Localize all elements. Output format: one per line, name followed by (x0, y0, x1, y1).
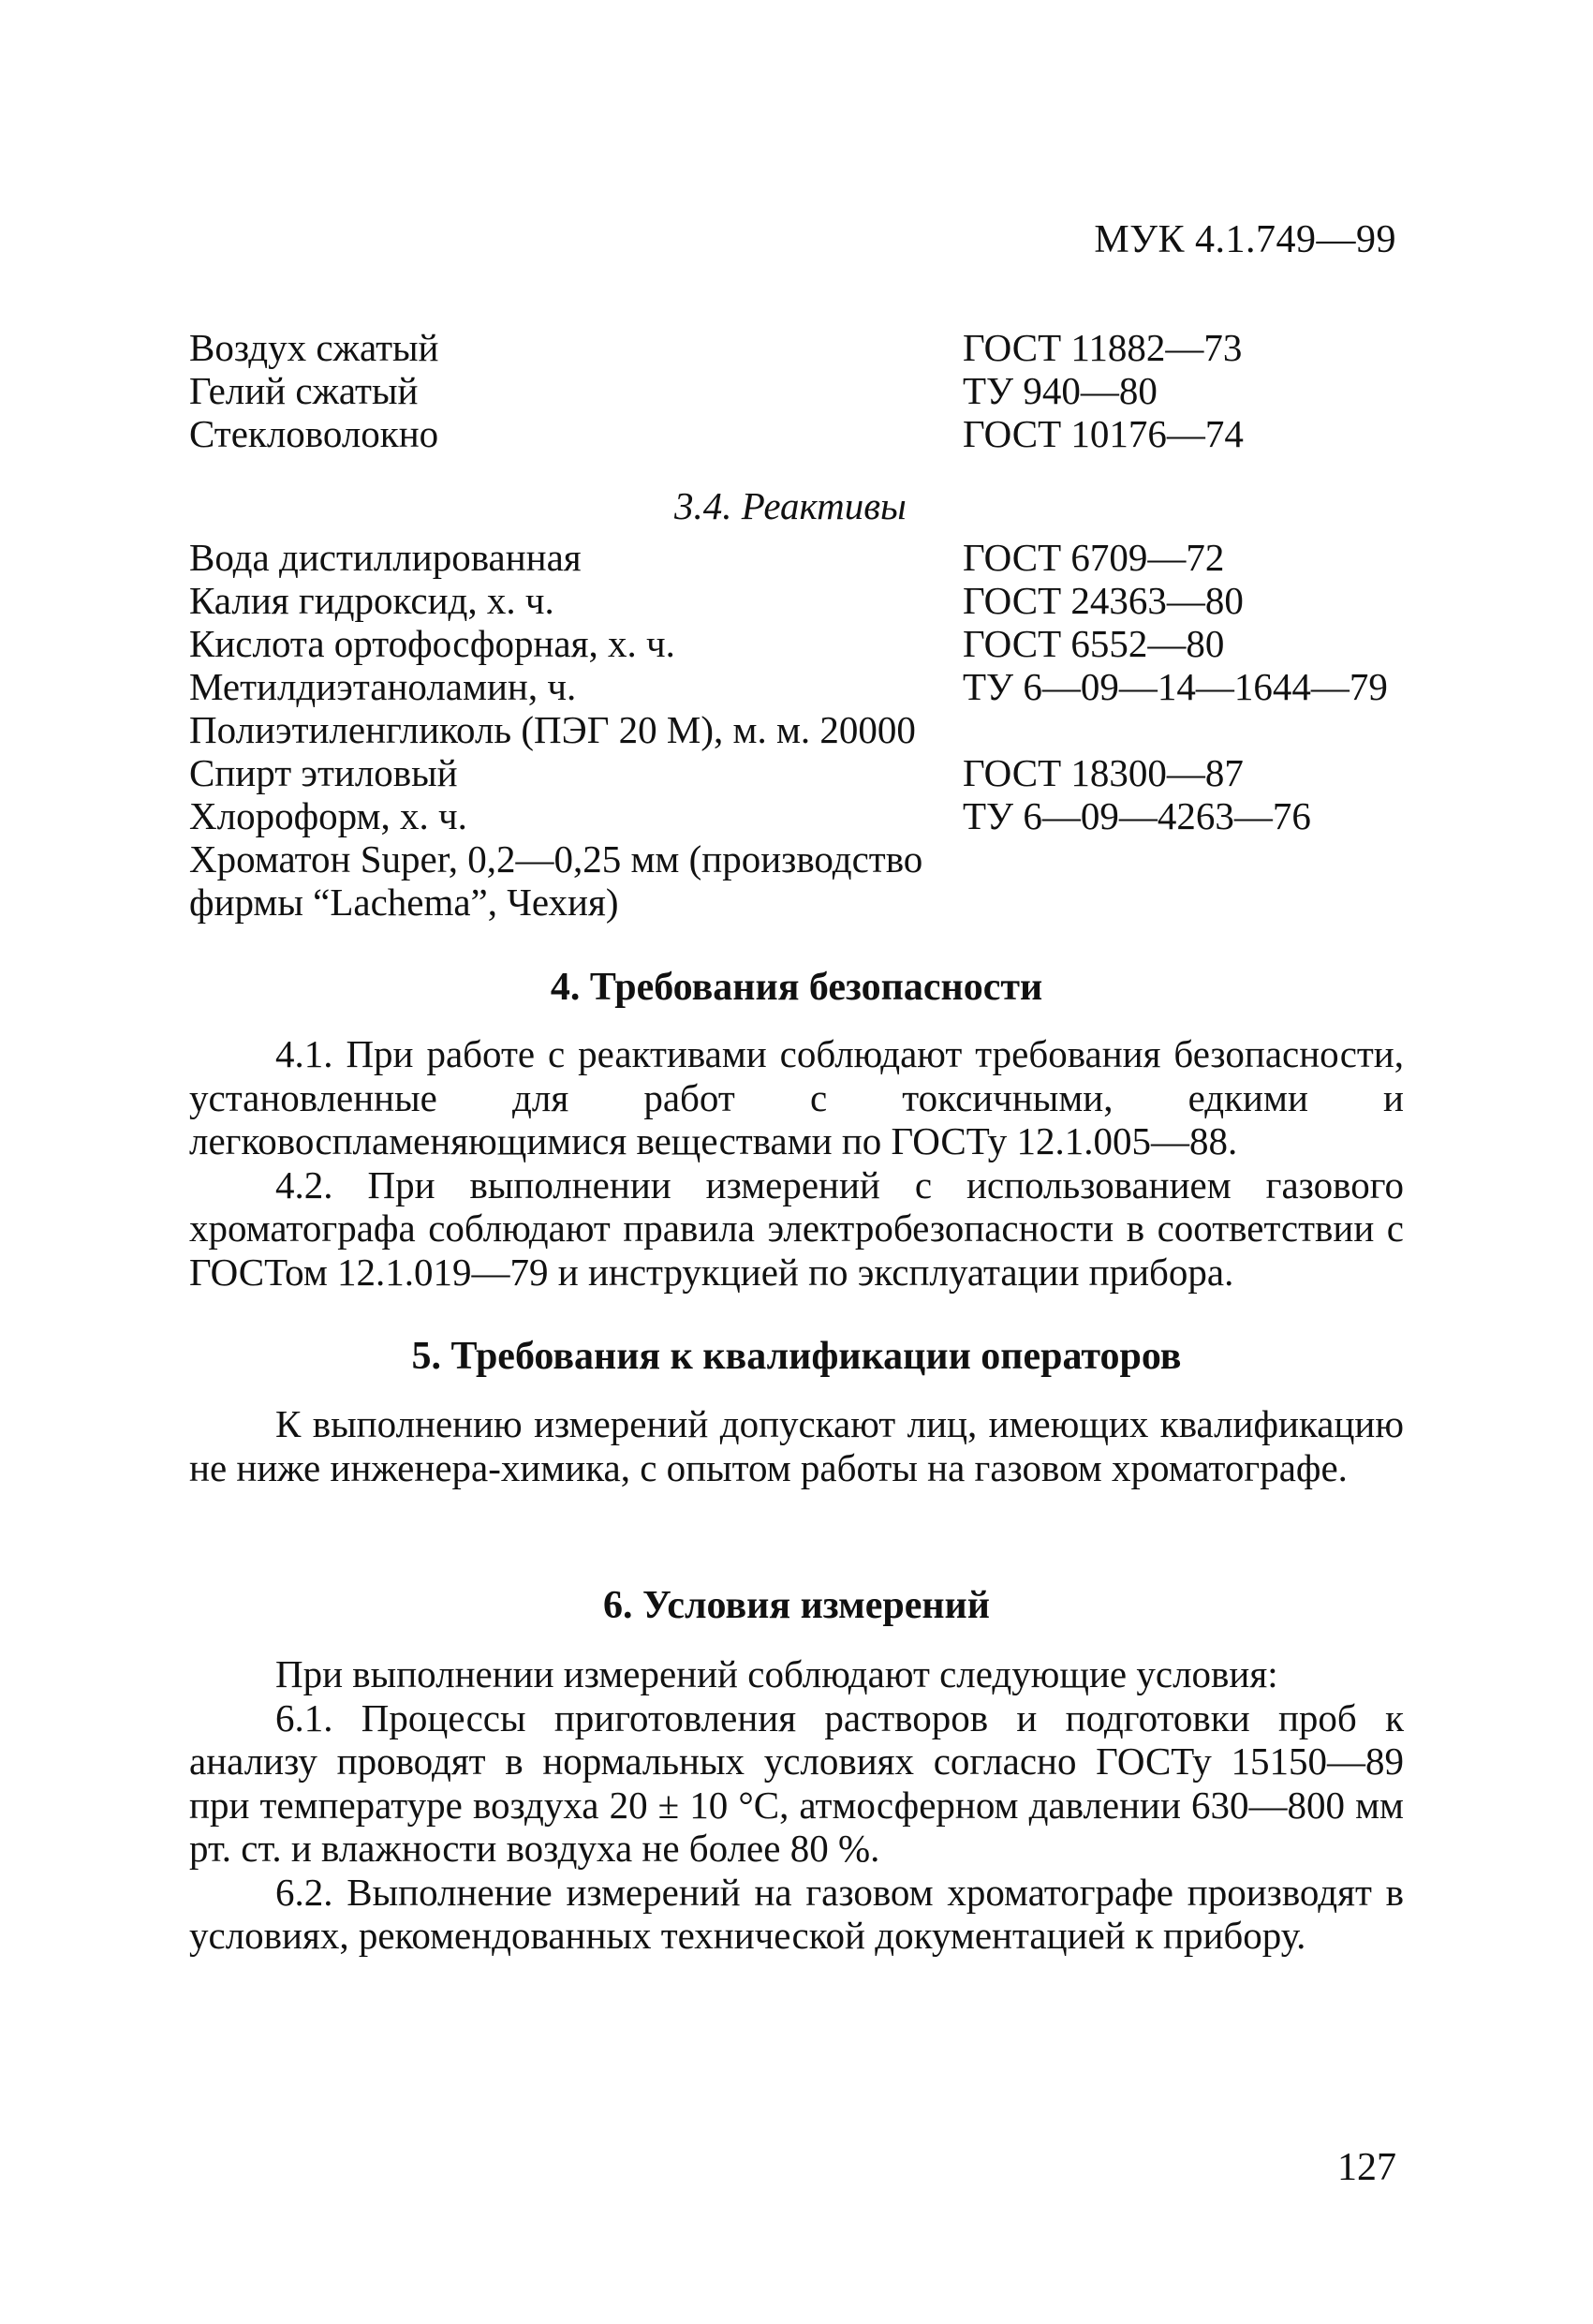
list-item (189, 536, 1407, 579)
reagent-name: Хроматон Super, 0,2—0,25 мм (производство (189, 837, 923, 881)
list-item (189, 881, 1407, 924)
reagent-standard: ТУ 6—09—4263—76 (963, 794, 1311, 837)
paragraph: При выполнении измерений соблюдают следующие условия: (275, 1652, 1278, 1695)
section-body-safety (189, 1032, 1404, 1294)
list-item (189, 708, 1407, 751)
material-name: Гелий сжатый (189, 369, 419, 412)
reagent-name: Калия гидроксид, х. ч. (189, 579, 554, 622)
list-item (189, 794, 1407, 837)
page-number: 127 (1337, 2146, 1396, 2189)
reagent-name: Кислота ортофосфорная, х. ч. (189, 622, 675, 665)
list-item (189, 369, 1407, 412)
material-standard: ГОСТ 10176—74 (963, 412, 1244, 455)
material-name: Воздух сжатый (189, 326, 439, 369)
reagent-name: Метилдиэтаноламин, ч. (189, 665, 577, 708)
reagent-standard: ТУ 6—09—14—1644—79 (963, 665, 1388, 708)
reagent-standard: ГОСТ 6552—80 (963, 622, 1225, 665)
paragraph: 4.2. При выполнении измерений с использованием газового хроматографа соблюдают правила электробезопасности в соответствии с ГОСТом 12.1.019—79 и инструкцией по эксплуатации прибора. (189, 1162, 1404, 1294)
list-item (189, 837, 1407, 881)
list-item (189, 412, 1407, 455)
section-title-safety: 4. Требования безопасности (550, 966, 1043, 1009)
paragraph: 6.1. Процессы приготовления растворов и подготовки проб к анализу проводят в нормальных условиях согласно ГОСТу 15150—89 при температуре воздуха 20 ± 10 °С, атмосферном давлении 630—800 мм рт. ст. и влажности воздуха не более 80 %. (189, 1695, 1404, 1870)
reagents-list (189, 536, 1407, 924)
list-item (189, 751, 1407, 794)
section-title-qualification: 5. Требования к квалификации операторов (411, 1335, 1182, 1378)
section-body-conditions (189, 1652, 1404, 1958)
material-standard: ТУ 940—80 (963, 369, 1158, 412)
materials-list (189, 326, 1407, 455)
list-item (189, 665, 1407, 708)
material-standard: ГОСТ 11882—73 (963, 326, 1243, 369)
list-item (189, 622, 1407, 665)
reagent-standard: ГОСТ 18300—87 (963, 751, 1244, 794)
list-item (189, 326, 1407, 369)
reagent-name: фирмы “Lachema”, Чехия) (189, 881, 619, 924)
document-id: МУК 4.1.749—99 (1094, 218, 1396, 261)
reagents-heading: 3.4. Реактивы (674, 484, 907, 527)
list-item (189, 579, 1407, 622)
paragraph: К выполнению измерений допускают лиц, имеющих квалификацию не ниже инженера-химика, с опытом работы на газовом хроматографе. (189, 1402, 1404, 1489)
reagent-name: Полиэтиленгликоль (ПЭГ 20 М), м. м. 20000 (189, 708, 916, 751)
reagent-standard: ГОСТ 24363—80 (963, 579, 1244, 622)
section-body-qualification (189, 1402, 1404, 1489)
reagent-name: Вода дистиллированная (189, 536, 582, 579)
reagent-name: Спирт этиловый (189, 751, 458, 794)
paragraph: 4.1. При работе с реактивами соблюдают требования безопасности, установленные для работ с токсичными, едкими и легковоспламеняющимися веществами по ГОСТу 12.1.005—88. (189, 1032, 1404, 1162)
reagent-name: Хлороформ, х. ч. (189, 794, 467, 837)
section-title-conditions: 6. Условия измерений (603, 1584, 990, 1627)
material-name: Стекловолокно (189, 412, 439, 455)
reagent-standard: ГОСТ 6709—72 (963, 536, 1225, 579)
paragraph: 6.2. Выполнение измерений на газовом хроматографе производят в условиях, рекомендованных технической документацией к прибору. (189, 1870, 1404, 1957)
